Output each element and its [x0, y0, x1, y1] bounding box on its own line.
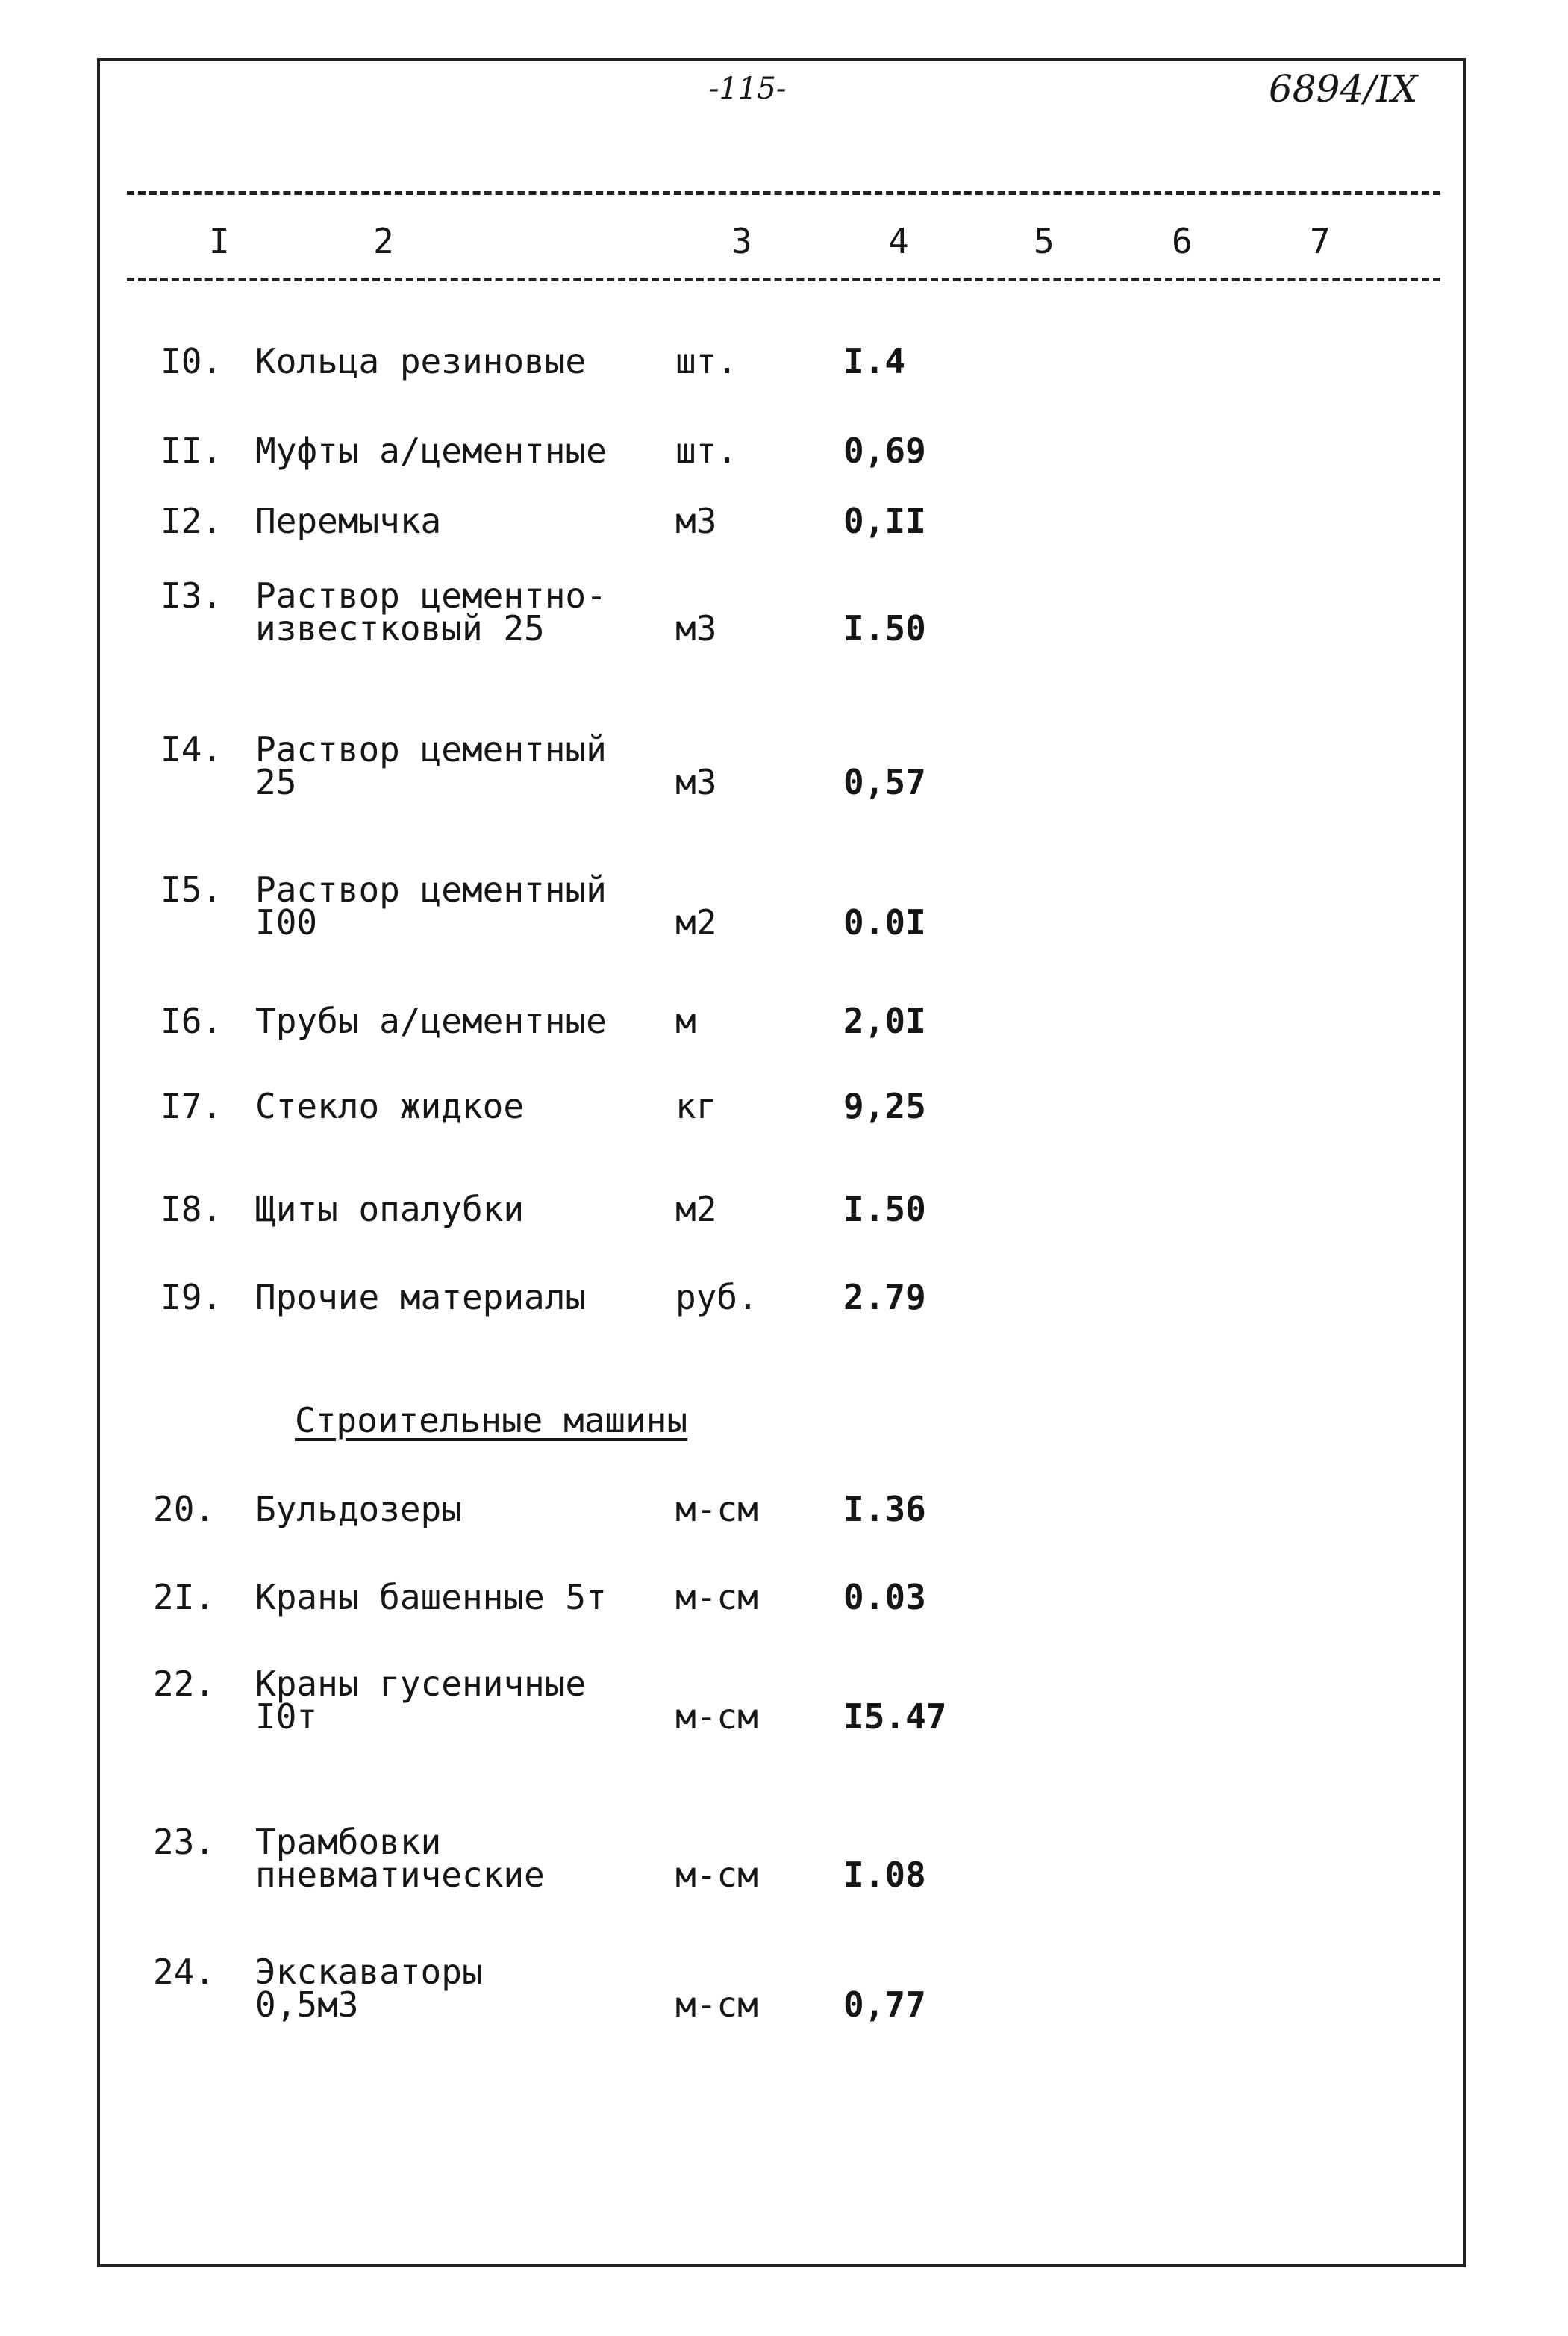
- row-value: 2,0I: [843, 1001, 926, 1041]
- header-divider-top: [127, 191, 1440, 195]
- row-number: I2.: [160, 501, 223, 541]
- document-code: 6894/IX: [1269, 67, 1418, 110]
- row-name: Трамбовки пневматические: [255, 1822, 545, 1895]
- row-value: I.4: [843, 341, 906, 381]
- row-unit: м-см: [675, 1984, 758, 2025]
- column-header-3: 3: [731, 221, 752, 261]
- row-value: 2.79: [843, 1277, 926, 1317]
- row-value: I.50: [843, 1189, 926, 1229]
- row-number: I4.: [160, 729, 223, 769]
- row-number: I8.: [160, 1189, 223, 1229]
- row-value: I.08: [843, 1855, 926, 1895]
- row-name: Кольца резиновые: [255, 341, 587, 381]
- row-number: I0.: [160, 341, 223, 381]
- row-number: I3.: [160, 575, 223, 616]
- row-number: I9.: [160, 1277, 223, 1317]
- row-unit: м-см: [675, 1696, 758, 1737]
- column-header-6: 6: [1172, 221, 1193, 261]
- row-value: 0,II: [843, 501, 926, 541]
- row-number: 24.: [153, 1952, 216, 1992]
- column-header-4: 4: [888, 221, 909, 261]
- row-unit: м3: [675, 762, 717, 802]
- row-unit: м2: [675, 902, 717, 943]
- row-value: 0,69: [843, 431, 926, 471]
- row-unit: м-см: [675, 1855, 758, 1895]
- row-number: 20.: [153, 1489, 216, 1529]
- row-name: Бульдозеры: [255, 1489, 462, 1529]
- row-number: 23.: [153, 1822, 216, 1862]
- row-name: Раствор цементный 25: [255, 729, 607, 802]
- row-name: Краны башенные 5т: [255, 1577, 607, 1617]
- row-unit: кг: [675, 1086, 717, 1126]
- row-name: Прочие материалы: [255, 1277, 587, 1317]
- row-unit: м3: [675, 608, 717, 649]
- row-unit: шт.: [675, 341, 738, 381]
- row-unit: м: [675, 1001, 696, 1041]
- row-unit: шт.: [675, 431, 738, 471]
- page-number: -115-: [709, 72, 787, 106]
- row-unit: руб.: [675, 1277, 758, 1317]
- column-header-7: 7: [1310, 221, 1331, 261]
- row-unit: м2: [675, 1189, 717, 1229]
- row-name: Раствор цементный I00: [255, 869, 607, 943]
- row-value: 0,77: [843, 1984, 926, 2025]
- row-name: Раствор цементно-известковый 25: [255, 575, 607, 649]
- row-unit: м3: [675, 501, 717, 541]
- row-name: Стекло жидкое: [255, 1086, 525, 1126]
- row-value: 0.03: [843, 1577, 926, 1617]
- row-number: I6.: [160, 1001, 223, 1041]
- column-header-2: 2: [373, 221, 394, 261]
- row-number: II.: [160, 431, 223, 471]
- row-number: I5.: [160, 869, 223, 910]
- row-name: Экскаваторы 0,5м3: [255, 1952, 483, 2025]
- row-name: Трубы а/цементные: [255, 1001, 607, 1041]
- row-unit: м-см: [675, 1489, 758, 1529]
- row-value: I5.47: [843, 1696, 947, 1737]
- page-frame: [97, 58, 1466, 2267]
- row-name: Перемычка: [255, 501, 442, 541]
- row-name: Краны гусеничные I0т: [255, 1664, 587, 1737]
- row-value: I.36: [843, 1489, 926, 1529]
- row-unit: м-см: [675, 1577, 758, 1617]
- row-number: 2I.: [153, 1577, 216, 1617]
- row-value: 0.0I: [843, 902, 926, 943]
- row-name: Муфты а/цементные: [255, 431, 607, 471]
- column-header-5: 5: [1034, 221, 1055, 261]
- row-value: 9,25: [843, 1086, 926, 1126]
- section-title: Строительные машины: [295, 1400, 688, 1440]
- row-value: I.50: [843, 608, 926, 649]
- column-header-1: I: [209, 221, 230, 261]
- row-value: 0,57: [843, 762, 926, 802]
- row-number: I7.: [160, 1086, 223, 1126]
- row-number: 22.: [153, 1664, 216, 1704]
- header-divider-bottom: [127, 278, 1440, 281]
- row-name: Щиты опалубки: [255, 1189, 525, 1229]
